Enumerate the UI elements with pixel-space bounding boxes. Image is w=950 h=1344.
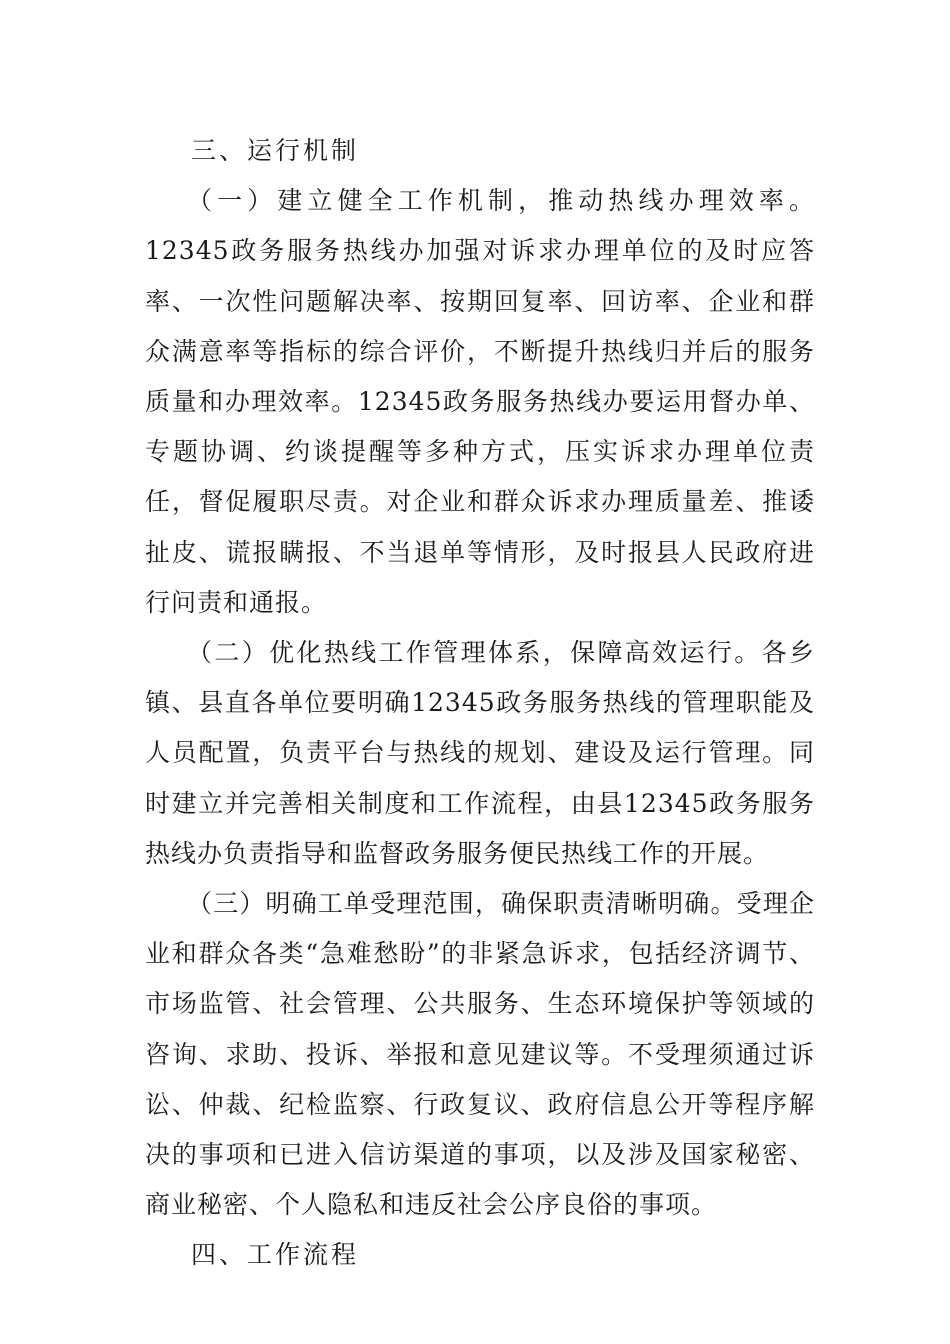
document-body bbox=[145, 126, 815, 1281]
paragraph-management-system: （二）优化热线工作管理体系，保障高效运行。各乡镇、县直各单位要明确12345政务服务热线的管理职能及人员配置，负责平台与热线的规划、建设及运行管理。同时建立并完善相关制度和工作流程，由县12345政务服务热线办负责指导和监督政务服务便民热线工作的开展。 bbox=[145, 638, 815, 868]
paragraph-acceptance-scope: （三）明确工单受理范围，确保职责清晰明确。受理企业和群众各类“急难愁盼”的非紧急诉求，包括经济调节、市场监管、社会管理、公共服务、生态环境保护等领域的咨询、求助、投诉、举报和意见建议等。不受理须通过诉讼、仲裁、纪检监察、行政复议、政府信息公开等程序解决的事项和已进入信访渠道的事项，以及涉及国家秘密、商业秘密、个人隐私和违反社会公序良俗的事项。 bbox=[145, 889, 815, 1220]
section-heading-workflow: 四、工作流程 bbox=[191, 1240, 360, 1270]
section-heading-operation-mechanism: 三、运行机制 bbox=[191, 136, 360, 165]
paragraph-work-mechanism: （一）建立健全工作机制，推动热线办理效率。12345政务服务热线办加强对诉求办理单位的及时应答率、一次性问题解决率、按期回复率、回访率、企业和群众满意率等指标的综合评价，不断提升热线归并后的服务质量和办理效率。12345政务服务热线办要运用督办单、专题协调、约谈提醒等多种方式，压实诉求办理单位责任，督促履职尽责。对企业和群众诉求办理质量差、推诿扯皮、谎报瞒报、不当退单等情形，及时报县人民政府进行问责和通报。 bbox=[145, 186, 815, 617]
